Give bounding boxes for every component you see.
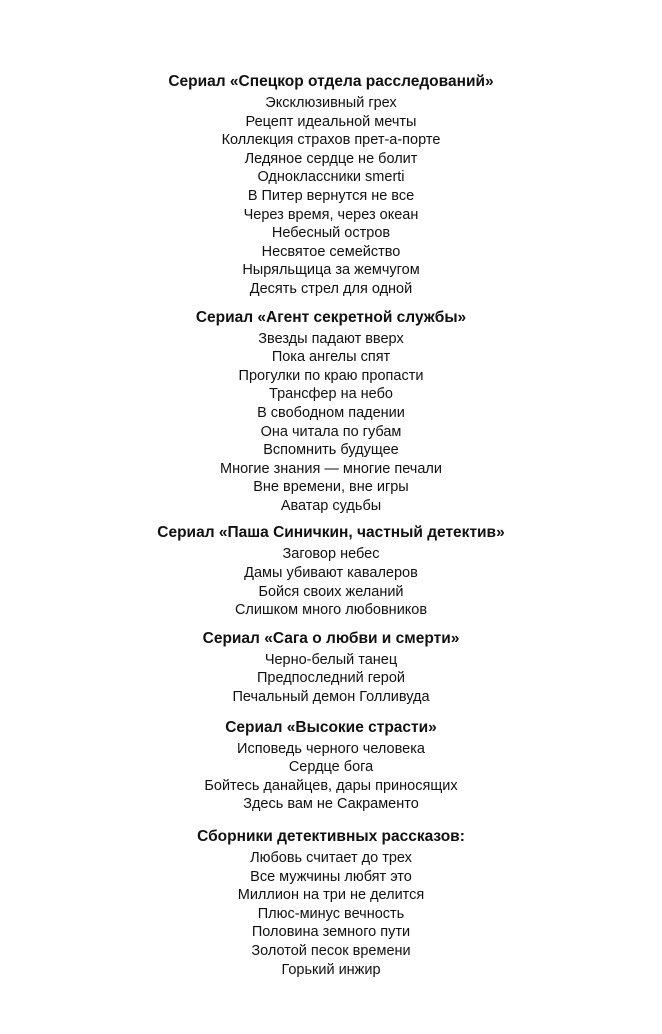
- series-heading: Сериал «Спецкор отдела расследований»: [168, 73, 494, 90]
- book-list-page: [0, 70, 662, 979]
- book-title: Слишком много любовников: [234, 602, 428, 619]
- book-title: Через время, через океан: [243, 206, 419, 223]
- book-title: Небесный остров: [271, 225, 391, 242]
- book-title: Эксклюзивный грех: [265, 95, 397, 111]
- series-heading: Сериал «Агент секретной службы»: [195, 308, 467, 326]
- series-section: [0, 70, 662, 299]
- book-title: Печальный демон Голливуда: [232, 689, 430, 706]
- book-title: В свободном падении: [257, 404, 405, 421]
- book-title: Черно-белый танец: [264, 651, 398, 668]
- book-title: Рецепт идеальной мечты: [245, 113, 417, 130]
- book-title: Многие знания — многие печали: [219, 460, 442, 477]
- book-title: Вне времени, вне игры: [253, 479, 409, 496]
- collections-section: [0, 823, 662, 979]
- book-title: Одноклассники smerti: [257, 169, 405, 186]
- book-title: Любовь считает до трех: [250, 850, 412, 866]
- book-title: Прогулки по краю пропасти: [238, 367, 424, 384]
- book-title: Сердце бога: [288, 759, 374, 776]
- book-title: Заговор небес: [282, 546, 380, 563]
- book-title: Она читала по губам: [260, 423, 402, 440]
- book-title: Десять стрел для одной: [249, 280, 413, 297]
- book-title: Все мужчины любят это: [250, 868, 412, 885]
- book-title: Трансфер на небо: [269, 386, 393, 403]
- series-section: [0, 625, 662, 707]
- book-title: Здесь вам не Сакраменто: [243, 796, 419, 813]
- book-title: Пока ангелы спят: [271, 349, 391, 366]
- book-title: Коллекция страхов прет-а-порте: [221, 132, 441, 149]
- book-title: Золотой песок времени: [251, 942, 411, 959]
- book-title: Ледяное сердце не болит: [244, 150, 418, 167]
- book-title: Миллион на три не делится: [237, 887, 425, 904]
- series-heading: Сериал «Сага о любви и смерти»: [202, 629, 460, 647]
- collections-heading: Сборники детективных рассказов:: [197, 828, 465, 845]
- book-title: В Питер вернутся не все: [247, 187, 415, 204]
- series-section: [0, 714, 662, 814]
- series-heading: Сериал «Паша Синичкин, частный детектив»: [157, 524, 505, 542]
- series-heading: Сериал «Высокие страсти»: [225, 718, 437, 736]
- book-title: Дамы убивают кавалеров: [244, 565, 418, 582]
- book-title: Плюс-минус вечность: [257, 905, 405, 922]
- book-title: Горький инжир: [281, 961, 381, 978]
- series-section: [0, 519, 662, 619]
- book-title: Ныряльщица за жемчугом: [242, 262, 420, 279]
- book-title: Предпоследний герой: [256, 670, 406, 687]
- book-title: Исповедь черного человека: [237, 740, 425, 757]
- book-title: Половина земного пути: [251, 924, 411, 941]
- book-title: Звезды падают вверх: [258, 330, 404, 347]
- book-title: Вспомнить будущее: [263, 442, 399, 459]
- series-section: [0, 304, 662, 516]
- book-title: Бойтесь данайцев, дары приносящих: [204, 777, 458, 794]
- book-title: Аватар судьбы: [280, 497, 382, 514]
- book-title: Бойся своих желаний: [258, 583, 404, 600]
- book-title: Несвятое семейство: [261, 243, 401, 260]
